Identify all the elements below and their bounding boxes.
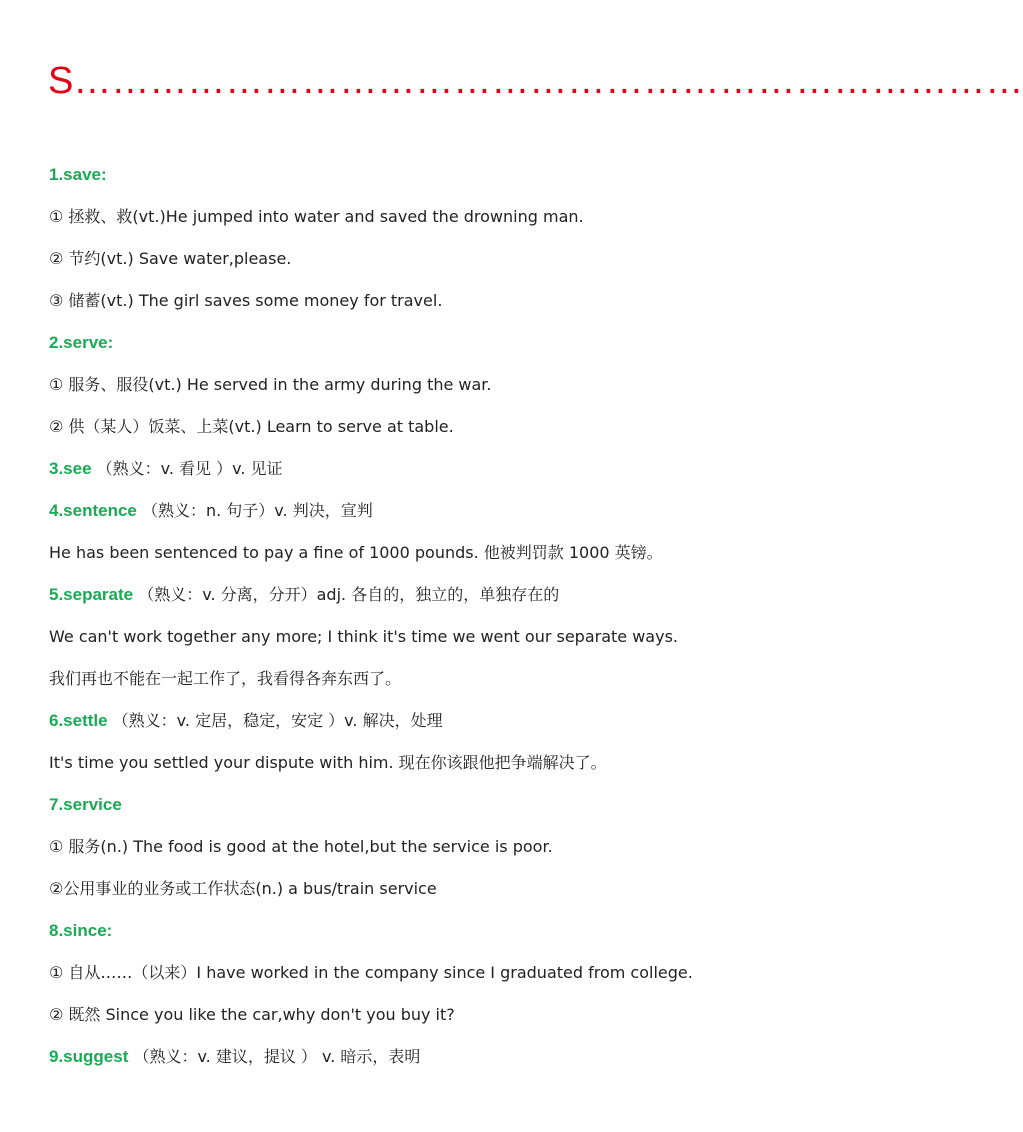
entry-line-2 [49, 196, 794, 238]
entry-text: 我们再也不能在一起工作了，我看得各奔东西了。 [49, 669, 402, 688]
entry-line-19 [49, 910, 794, 952]
entry-line-8 [49, 448, 794, 490]
entry-text: （熟义：v. 分离，分开）adj. 各自的，独立的，单独存在的 [133, 585, 560, 604]
entry-text: ② 节约(vt.) Save water,please. [49, 249, 292, 268]
entry-keyword: 3.see [49, 459, 92, 478]
entry-text: We can't work together any more; I think it's time we went our separate ways. [49, 627, 678, 646]
entry-text: ③ 储蓄(vt.) The girl saves some money for travel. [49, 291, 443, 310]
entry-line-11 [49, 574, 794, 616]
page-title: S………………………………………………………………… [48, 60, 1023, 102]
entry-list [49, 154, 794, 1078]
entry-line-10 [49, 532, 794, 574]
entry-line-13 [49, 658, 794, 700]
entry-line-17 [49, 826, 794, 868]
entry-keyword: 2.serve: [49, 333, 114, 352]
entry-text: ① 自从……（以来）I have worked in the company since I graduated from college. [49, 963, 693, 982]
entry-text: （熟义：v. 建议，提议 ） v. 暗示，表明 [128, 1047, 421, 1066]
entry-line-1 [49, 154, 794, 196]
entry-text: （熟义：n. 句子）v. 判决，宣判 [136, 501, 373, 520]
entry-text: ① 拯救、救(vt.)He jumped into water and saved the drowning man. [49, 207, 584, 226]
entry-text: ② 供（某人）饭菜、上菜(vt.) Learn to serve at table. [49, 417, 454, 436]
entry-text: ① 服务(n.) The food is good at the hotel,but the service is poor. [49, 837, 553, 856]
entry-keyword: 9.suggest [49, 1047, 129, 1066]
entry-text: ② 既然 Since you like the car,why don't you buy it? [49, 1005, 455, 1024]
entry-line-9 [49, 490, 794, 532]
entry-keyword: 7.service [49, 795, 122, 814]
entry-text: It's time you settled your dispute with him. 现在你该跟他把争端解决了。 [49, 753, 607, 772]
entry-line-3 [49, 238, 794, 280]
entry-line-7 [49, 406, 794, 448]
entry-text: He has been sentenced to pay a fine of 1000 pounds. 他被判罚款 1000 英镑。 [49, 543, 663, 562]
entry-line-5 [49, 322, 794, 364]
entry-text: （熟义：v. 看见 ）v. 见证 [91, 459, 283, 478]
entry-keyword: 4.sentence [49, 501, 137, 520]
entry-line-21 [49, 994, 794, 1036]
entry-line-15 [49, 742, 794, 784]
entry-line-18 [49, 868, 794, 910]
entry-line-12 [49, 616, 794, 658]
entry-keyword: 6.settle [49, 711, 108, 730]
entry-line-22 [49, 1036, 794, 1078]
entry-line-14 [49, 700, 794, 742]
entry-keyword: 8.since: [49, 921, 113, 940]
entry-line-6 [49, 364, 794, 406]
entry-line-16 [49, 784, 794, 826]
entry-keyword: 5.separate [49, 585, 134, 604]
entry-line-4 [49, 280, 794, 322]
entry-text: ②公用事业的业务或工作状态(n.) a bus/train service [49, 879, 437, 898]
entry-keyword: 1.save: [49, 165, 107, 184]
entry-text: ① 服务、服役(vt.) He served in the army during the war. [49, 375, 492, 394]
entry-text: （熟义：v. 定居，稳定，安定 ）v. 解决，处理 [107, 711, 443, 730]
entry-line-20 [49, 952, 794, 994]
